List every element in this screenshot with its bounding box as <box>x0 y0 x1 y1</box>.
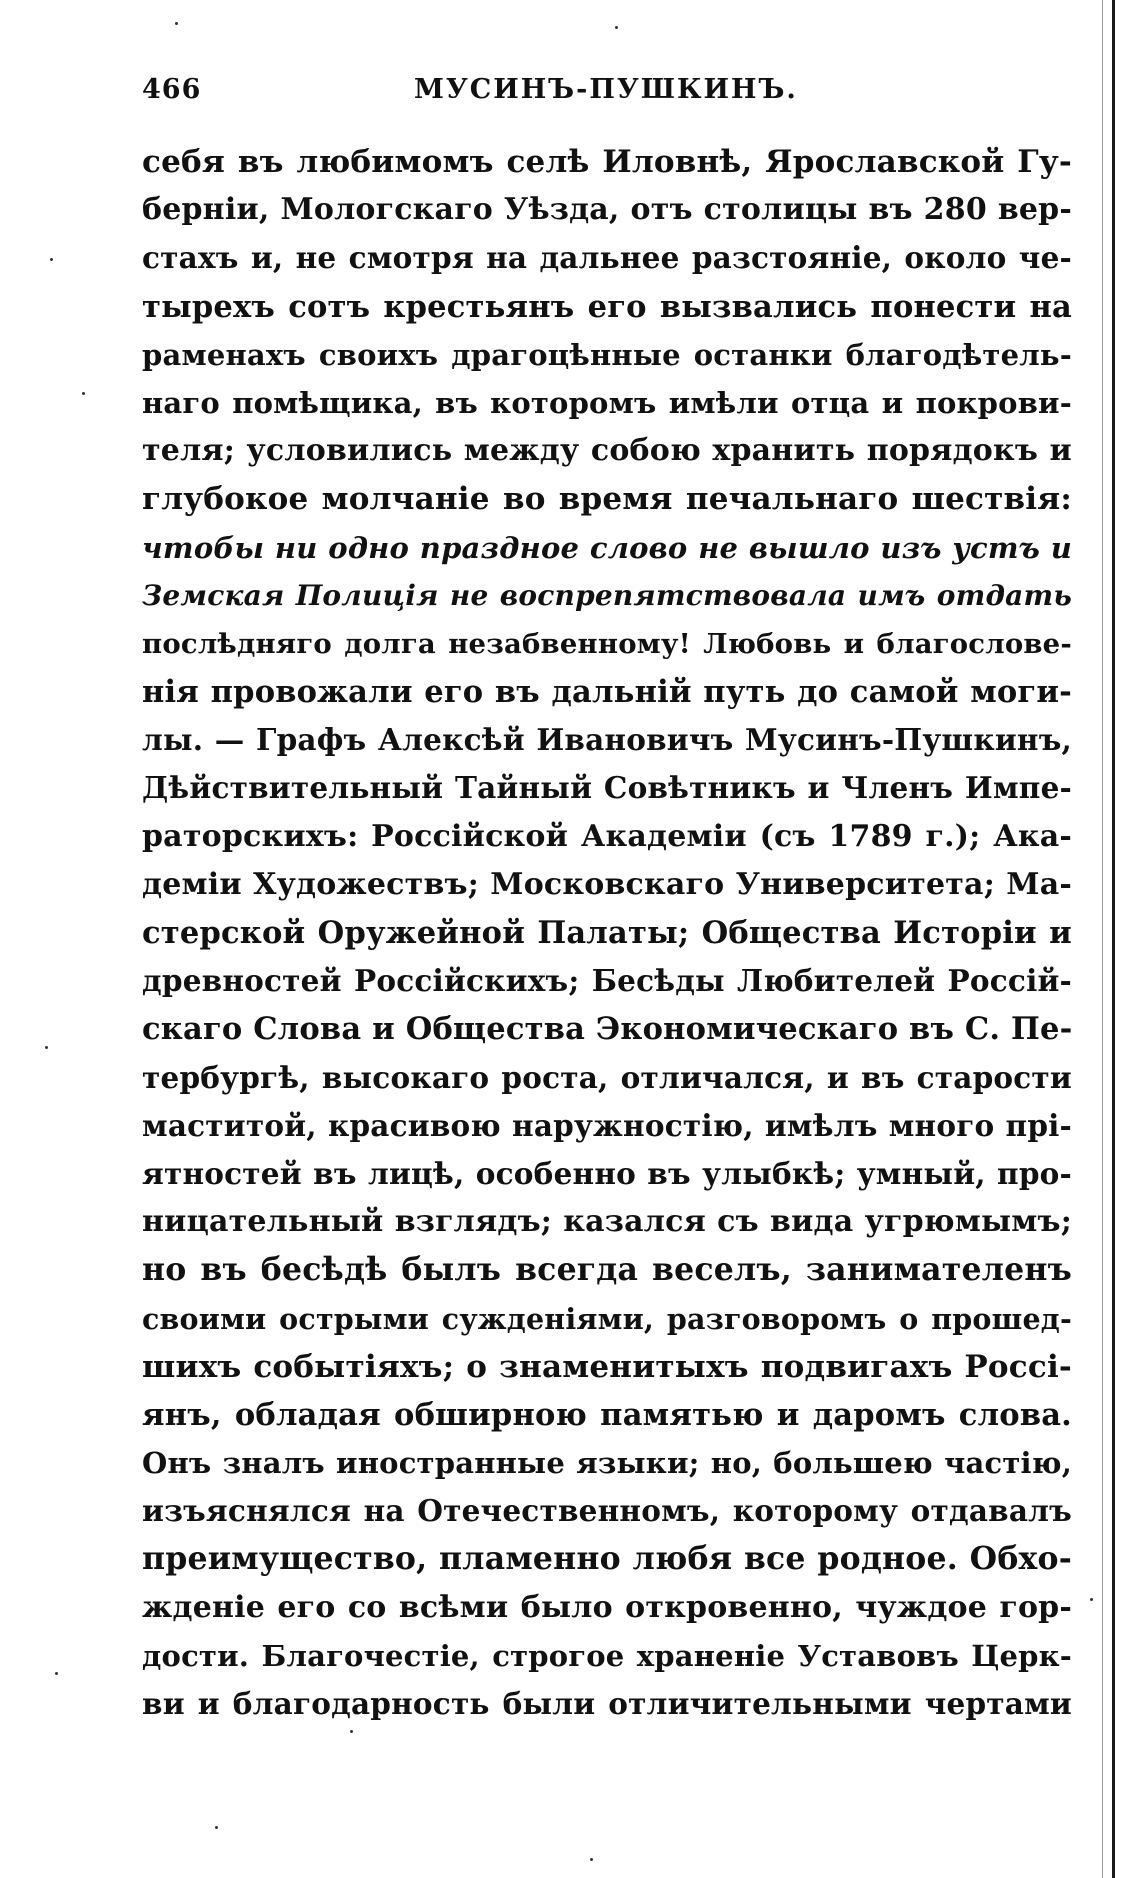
text-line: раторскихъ: Россійской Академіи (съ 1789 г.); Ака- <box>142 818 1072 854</box>
text-line-italic: Земская Полиція не воспрепятствовала имъ отдать <box>142 578 1072 612</box>
text-line: ницательный взглядъ; казался съ вида угрюмымъ; <box>142 1204 1072 1240</box>
text-line: тырехъ сотъ крестьянъ его вызвались понести на <box>142 288 1072 325</box>
text-line: янъ, обладая обширною памятью и даромъ слова. <box>142 1396 1072 1433</box>
text-line: раменахъ своихъ драгоцѣнные останки благодѣтель- <box>142 337 1072 372</box>
scan-speck <box>215 1826 218 1829</box>
page-number: 466 <box>142 74 202 105</box>
scan-speck <box>615 26 618 29</box>
text-line: себя въ любимомъ селѣ Иловнѣ, Ярославской Гу- <box>142 144 1072 180</box>
scan-speck <box>50 258 53 261</box>
scan-speck <box>175 22 178 25</box>
binding-shadow <box>1102 0 1103 1878</box>
text-line: изъяснялся на Отечественномъ, которому отдавалъ <box>142 1493 1072 1529</box>
text-line: маститой, красивою наружностію, имѣлъ много прі- <box>142 1107 1072 1143</box>
scan-speck <box>1090 1598 1093 1601</box>
text-line: ятностей въ лицѣ, особенно въ улыбкѣ; умный, про- <box>142 1155 1072 1191</box>
text-line: лы. — Графъ Алексѣй Ивановичъ Мусинъ-Пушкинъ, <box>142 722 1072 758</box>
page-header <box>142 74 972 114</box>
text-line: деміи Художествъ; Московскаго Университета; Ма- <box>142 866 1072 902</box>
text-line: глубокое молчаніе во время печальнаго шествія: <box>142 481 1072 518</box>
scan-speck <box>55 1672 58 1675</box>
body-text <box>142 138 1072 1728</box>
scan-speck <box>590 1858 593 1861</box>
text-line: преимущество, пламенно любя все родное. Обхо- <box>142 1540 1072 1578</box>
scan-speck <box>82 392 85 395</box>
text-line: но въ бесѣдѣ былъ всегда веселъ, занимателенъ <box>142 1251 1072 1289</box>
text-line: стахъ и, не смотря на дальнее разстояніе, около че- <box>142 240 1072 276</box>
text-line: дости. Благочестіе, строгое храненіе Уставовъ Церк- <box>142 1638 1072 1673</box>
text-line: шихъ событіяхъ; о знаменитыхъ подвигахъ Россі- <box>142 1348 1072 1385</box>
text-line: своими острыми сужденіями, разговоромъ о прошед- <box>142 1301 1072 1336</box>
text-line: древностей Россійскихъ; Бесѣды Любителей Россій- <box>142 963 1072 999</box>
scan-speck <box>350 1730 353 1733</box>
text-line: Дѣйствительный Тайный Совѣтникъ и Членъ Импе- <box>142 770 1072 806</box>
text-line: наго помѣщика, въ которомъ имѣли отца и покрови- <box>142 385 1072 420</box>
text-line: послѣднягo долга незабвенному! Любовь и благослове- <box>142 627 1072 660</box>
text-line: жденіе его со всѣми было откровенно, чуждое гор- <box>142 1589 1072 1625</box>
text-line: стерской Оружейной Палаты; Общества Исторіи и <box>142 915 1072 951</box>
text-line: Онъ зналъ иностранные языки; но, большею частію, <box>142 1446 1072 1481</box>
text-line-italic: чтобы ни одно праздное слово не вышло изъ устъ и <box>142 530 1072 565</box>
text-line: скаго Слова и Общества Экономическаго въ С. Пе- <box>142 1011 1073 1048</box>
text-line: берніи, Мологскаго Уѣзда, отъ столицы въ 280 вер- <box>142 192 1072 228</box>
scan-speck <box>45 1046 48 1049</box>
text-line: ви и благодарность были отличительными чертами <box>142 1686 1072 1721</box>
text-line: тербургѣ, высокаго роста, отличался, и въ старости <box>142 1059 1072 1095</box>
text-line: нія провожали его въ дальній путь до самой моги- <box>142 674 1072 711</box>
text-line: теля; условились между собою хранить порядокъ и <box>142 433 1072 469</box>
binding-edge <box>1112 0 1115 1878</box>
running-title: МУСИНЪ-ПУШКИНЪ. <box>414 74 798 105</box>
